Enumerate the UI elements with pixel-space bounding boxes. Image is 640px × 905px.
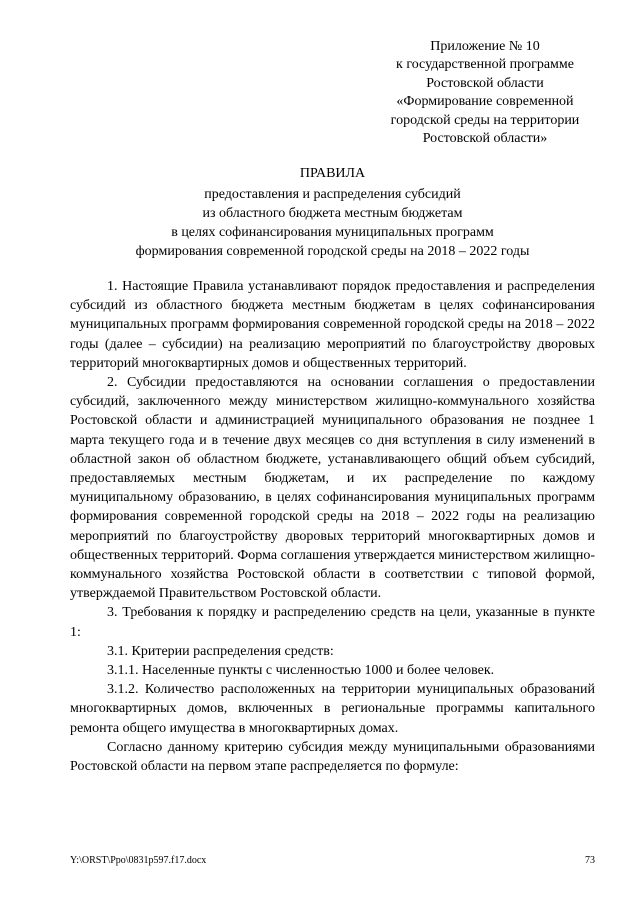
paragraph-3: 3. Требования к порядку и распределению средств на цели, указанные в пункте 1: xyxy=(70,605,595,640)
paragraph-1: 1. Настоящие Правила устанавливают порядок предоставления и распределения субсидий из областного бюджета местным бюджетам в целях софинансирования муниципальных программ формирования современной городской среды на 2018 – 2022 годы (далее – субсидии) на реализацию мероприятий по благоустройству дворовых территорий многоквартирных домов и общественных территорий. xyxy=(70,279,595,371)
paragraph-3-1-2: 3.1.2. Количество расположенных на территории муниципальных образований многоквартирных домов, включенных в региональные программы капитального ремонта общего имущества в многоквартирных домах. xyxy=(70,682,595,736)
paragraph-3-1-1: 3.1.1. Населенные пункты с численностью 1000 и более человек. xyxy=(107,663,495,679)
appendix-line: Ростовской области» xyxy=(422,131,548,147)
document-title xyxy=(70,164,595,261)
appendix-header xyxy=(360,38,610,148)
document-body xyxy=(70,277,595,776)
paragraph-2: 2. Субсидии предоставляются на основании соглашения о предоставлении субсидий, заключенного между министерством жилищно-коммунального хозяйства Ростовской области и администрацией муниципального образования не позднее 1 марта текущего года и в течение двух месяцев со дня вступления в силу изменений в областной закон об областном бюджете, устанавливающего общий объем субсидий, предоставляемых местным бюджетам, и их распределение по каждому муниципальному образованию, в целях софинансирования муниципальных программ формирования современной городской среды на 2018 – 2022 годы на реализацию мероприятий по благоустройству дворовых территорий многоквартирных домов и общественных территорий. Форма соглашения утверждается министерством жилищно-коммунального хозяйства Ростовской области в соответствии с типовой формой, утверждаемой Правительством Ростовской области. xyxy=(70,375,595,602)
appendix-line: городской среды на территории xyxy=(390,112,580,128)
paragraph-formula-intro: Согласно данному критерию субсидия между муниципальными образованиями Ростовской области на первом этапе распределяется по формуле: xyxy=(70,739,595,775)
title-main: ПРАВИЛА xyxy=(299,166,366,181)
appendix-line: к государственной программе xyxy=(396,57,574,73)
appendix-line: Приложение № 10 xyxy=(430,39,540,54)
title-line: из областного бюджета местным бюджетам xyxy=(202,206,463,221)
paragraph-3-1: 3.1. Критерии распределения средств: xyxy=(107,643,334,659)
title-line: предоставления и распределения субсидий xyxy=(204,187,461,202)
title-line: формирования современной городской среды на 2018 – 2022 годы xyxy=(135,244,530,259)
appendix-line: «Формирование современной xyxy=(396,94,574,110)
title-line: в целях софинансирования муниципальных программ xyxy=(171,225,494,240)
file-path: Y:\ORST\Ppo\0831p597.f17.docx xyxy=(70,855,207,866)
page-number: 73 xyxy=(585,855,595,866)
appendix-line: Ростовской области xyxy=(426,75,544,91)
